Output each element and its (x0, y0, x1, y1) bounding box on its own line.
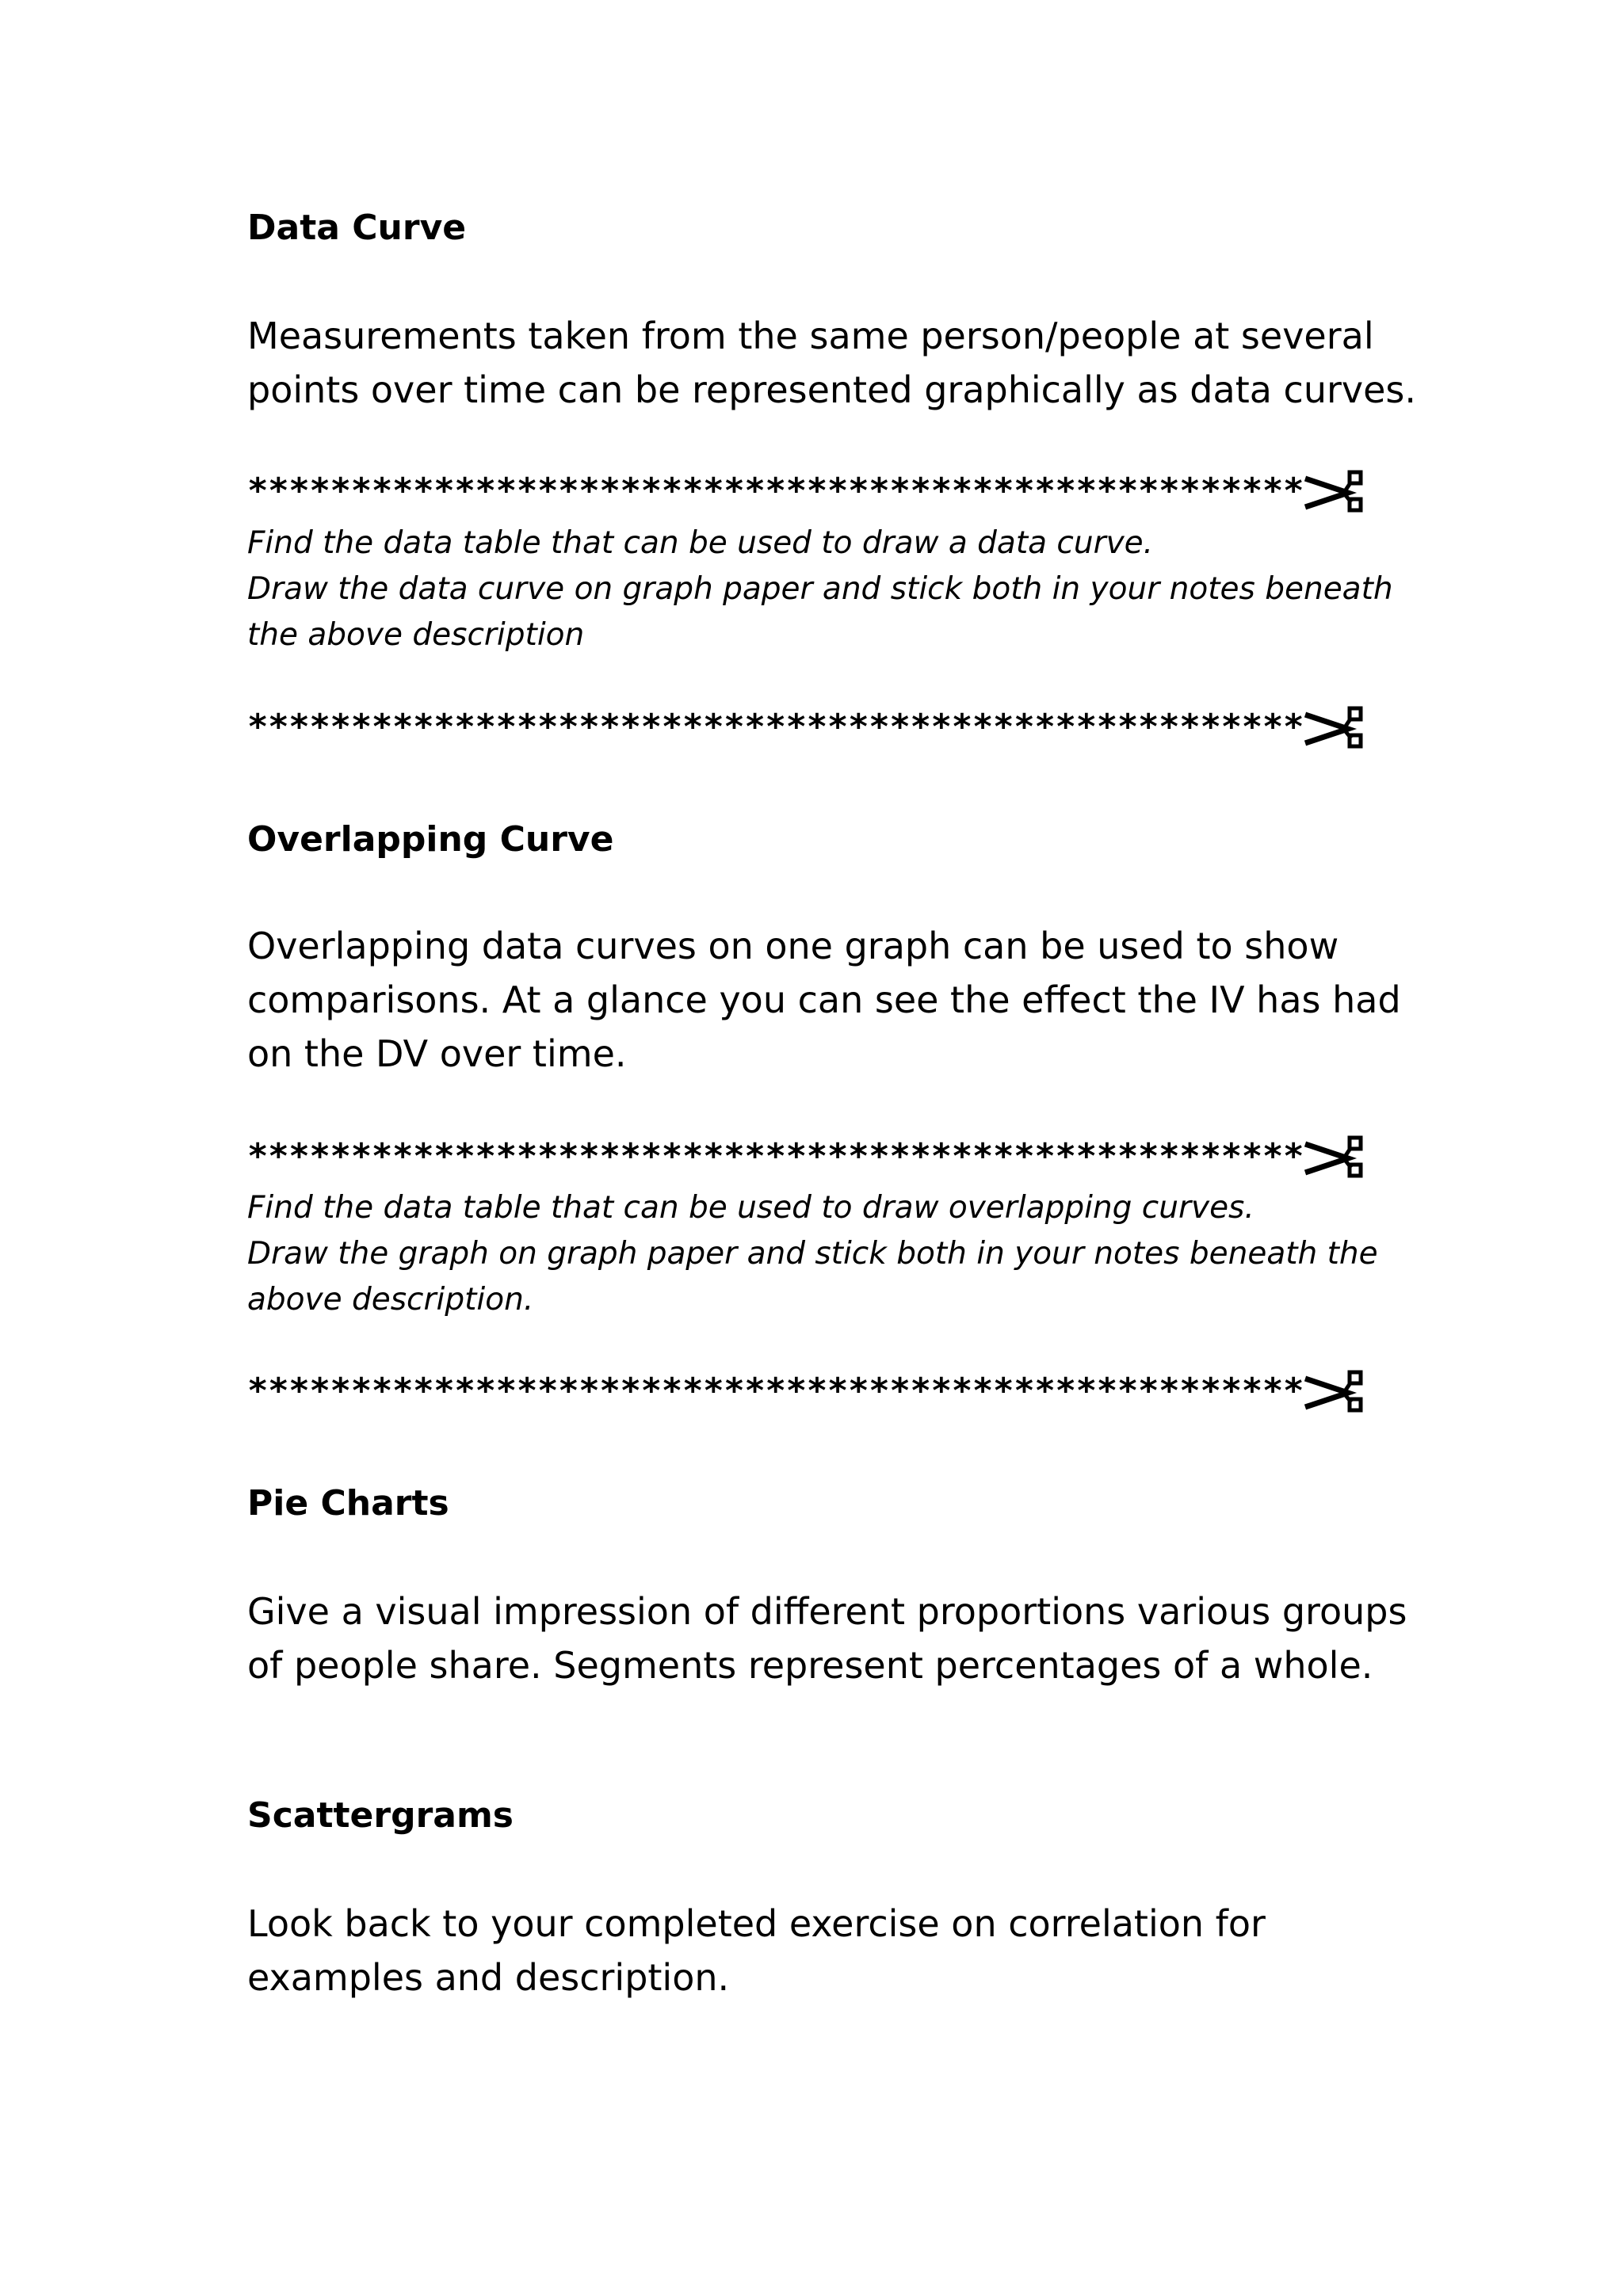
paragraph-data-curve (247, 309, 1417, 417)
paragraph-line: examples and description. (247, 1956, 730, 1999)
paragraph-pie-charts (247, 1585, 1407, 1692)
heading-scattergrams: Scattergrams (247, 1795, 514, 1836)
cut-line-bottom (247, 704, 1375, 751)
paragraph-line: Measurements taken from the same person/people at several (247, 315, 1374, 357)
scissors-icon (1304, 1367, 1375, 1415)
paragraph-overlapping-curve (247, 919, 1401, 1081)
cut-line-bottom (247, 1367, 1375, 1415)
cut-line-stars: *************************************************** (247, 471, 1304, 511)
paragraph-line: Overlapping data curves on one graph can be used to show (247, 925, 1339, 967)
scissors-icon (1304, 1133, 1375, 1180)
cut-line-stars: *************************************************** (247, 707, 1304, 747)
instruction-line: Find the data table that can be used to draw a data curve. (247, 525, 1154, 561)
instruction-box-1 (247, 521, 1393, 658)
scissors-icon (1304, 467, 1375, 515)
paragraph-line: of people share. Segments represent percentages of a whole. (247, 1644, 1373, 1687)
paragraph-line: points over time can be represented graphically as data curves. (247, 368, 1417, 411)
scissors-icon (1304, 704, 1375, 751)
cut-line-top (247, 1133, 1375, 1180)
paragraph-line: Give a visual impression of different proportions various groups (247, 1590, 1407, 1633)
paragraph-line: comparisons. At a glance you can see the effect the IV has had (247, 978, 1401, 1021)
paragraph-line: Look back to your completed exercise on correlation for (247, 1902, 1266, 1945)
instruction-line: above description. (247, 1282, 534, 1318)
heading-data-curve: Data Curve (247, 208, 467, 248)
instruction-line: the above description (247, 617, 585, 653)
instruction-line: Draw the graph on graph paper and stick both in your notes beneath the (247, 1236, 1378, 1272)
cut-line-stars: *************************************************** (247, 1371, 1304, 1411)
cut-line-stars: *************************************************** (247, 1136, 1304, 1177)
heading-overlapping-curve: Overlapping Curve (247, 819, 614, 860)
paragraph-scattergrams (247, 1897, 1373, 2004)
cut-line-top (247, 467, 1375, 515)
paragraph-line: on the DV over time. (247, 1032, 627, 1075)
instruction-line: Draw the data curve on graph paper and stick both in your notes beneath (247, 571, 1393, 607)
instruction-line: Find the data table that can be used to draw overlapping curves. (247, 1190, 1254, 1226)
heading-pie-charts: Pie Charts (247, 1483, 449, 1524)
instruction-box-2 (247, 1185, 1378, 1323)
